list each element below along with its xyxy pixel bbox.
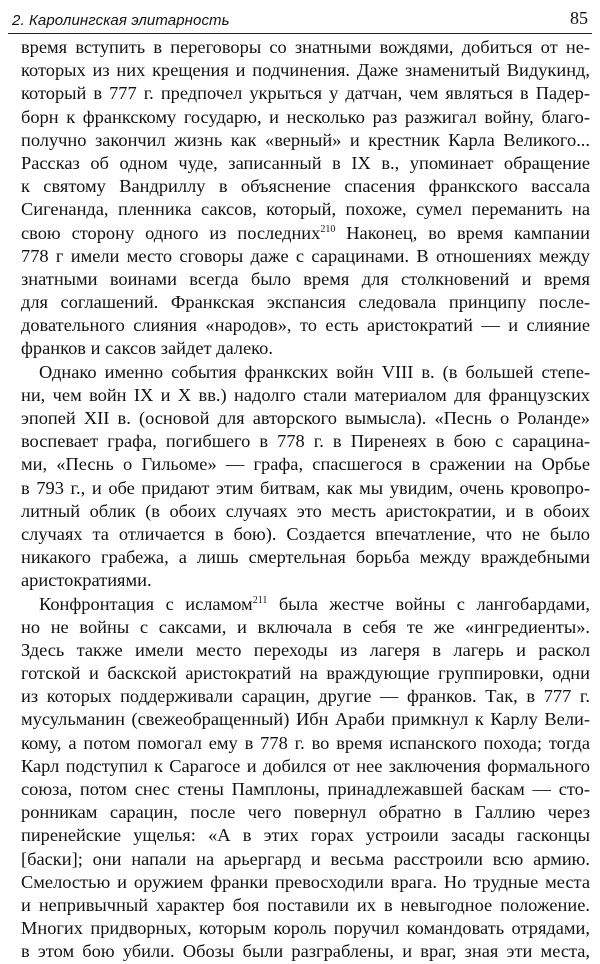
- text-line: Рассказ об одном чуде, записанный в IX в., упоминает обращение: [21, 152, 590, 173]
- text-line: мусульманин (свежеобращенный) Ибн Араби примкнул к Карлу Вели-: [21, 709, 590, 730]
- paragraph-3: [21, 593, 590, 964]
- text-line: борн к франкскому государю, и несколько раз разжигал войну, благо-: [21, 106, 590, 127]
- text-line: но не войны с саксами, и включала в себя те же «ингредиенты».: [21, 616, 590, 637]
- text-line: союза, потом снес стены Памплоны, принадлежавшей баскам — сто-: [21, 779, 590, 799]
- text-line: и непривычный характер боя поставили их в невыгодное положение.: [21, 894, 590, 915]
- text-line: франков и саксов зайдет далеко.: [21, 338, 273, 359]
- text-line: время вступить в переговоры со знатными вождями, добиться от не-: [21, 37, 590, 57]
- text-line: ни, чем войн IX и X вв.) надолго стали материалом для французских: [21, 384, 590, 405]
- text-line: Здесь также имели место переходы из лагеря в лагерь и раскол: [21, 639, 590, 660]
- text-line: пиренейские ущелья: «А в этих горах устроили засады гасконцы: [21, 825, 590, 846]
- text-line: кому, а потом помогал ему в 778 г. во время испанского похода; тогда: [21, 732, 590, 753]
- text-line: в этом бою убили. Обозы были разграблены, и враг, зная эти места,: [21, 941, 590, 962]
- text-line: воспевает графа, погибшего в 778 г. в Пиренеях в бою с сарацина-: [21, 431, 590, 452]
- text-line: ронникам сарацин, после чего повернул обратно в Галлию через: [21, 802, 590, 823]
- text-line-with-footnote: [21, 593, 590, 616]
- text-line: в 793 г., и обе придают этим битвам, как мы увидим, очень кровопро-: [21, 477, 590, 498]
- text-line: литный облик (в обоих случаях это месть аристократии, и в обоих: [21, 500, 590, 521]
- text-line: получно закончил жизнь как «верный» и крестник Карла Великого...: [21, 129, 590, 150]
- text-line: которых из них крещения и подчинения. Даже знаменитый Видукинд,: [21, 60, 590, 81]
- line-text: свою сторону одного из последних: [21, 222, 321, 243]
- line-text: Конфронтация с исламом: [39, 593, 253, 614]
- paragraph-2: [21, 361, 590, 593]
- running-head: 2. Каролингская элитарность: [12, 12, 230, 29]
- text-line: для соглашений. Франкская экспансия следовала принципу после-: [21, 292, 590, 313]
- text-line: случаях та отличается в бою). Создается впечатление, что не было: [21, 523, 590, 544]
- page-header: [8, 4, 592, 34]
- text-line: Карл подступил к Сарагосе и добился от нее заключения формального: [21, 755, 590, 776]
- line-text: Наконец, во время кампании: [335, 222, 590, 243]
- text-line: Смелостью и оружием франки превосходили врага. Но трудные места: [21, 871, 590, 892]
- text-line: ми, «Песнь о Гильоме» — графа, спасшегося в сражении на Орбье: [21, 454, 590, 475]
- page-body: [21, 36, 590, 964]
- footnote-marker: 211: [252, 594, 268, 606]
- text-line: аристократиями.: [21, 570, 152, 591]
- text-line: готской и баскской аристократий на враждующие группировки, одни: [21, 663, 590, 684]
- text-line: Сигенанда, пленника саксов, который, похоже, сумел переманить на: [21, 199, 590, 220]
- text-line: к святому Вандриллу в объяснение спасения франкского вассала: [21, 176, 590, 197]
- text-line: 778 г имели место сговоры даже с сарацинами. В отношениях между: [21, 245, 590, 266]
- text-line: [баски]; они напали на арьергард и весьма расстроили всю армию.: [21, 848, 590, 869]
- text-line: знатными воинами всегда было время для столкновений и время: [21, 268, 590, 289]
- text-line: эпопей XII в. (основой для авторского вымысла). «Песнь о Роланде»: [21, 408, 590, 428]
- text-line: довательного слияния «народов», то есть аристократий — и слияние: [21, 315, 590, 336]
- text-line: Однако именно события франкских войн VIII в. (в большей степе-: [39, 361, 590, 382]
- text-line: никакого грабежа, а лишь смертельная борьба между враждебными: [21, 547, 590, 568]
- text-line: из которых поддерживали сарацин, другие — франков. Так, в 777 г.: [21, 686, 590, 707]
- paragraph-1: [21, 36, 590, 361]
- page-number: 85: [570, 8, 588, 28]
- text-line-with-footnote: [21, 222, 590, 245]
- text-line: который в 777 г. предпочел укрыться у датчан, чем являться в Падер-: [21, 83, 590, 104]
- text-line: Многих придворных, которым король поручил командовать отрядами,: [21, 918, 590, 939]
- line-text: была жестче войны с лангобардами,: [267, 593, 590, 614]
- footnote-marker: 210: [320, 223, 336, 235]
